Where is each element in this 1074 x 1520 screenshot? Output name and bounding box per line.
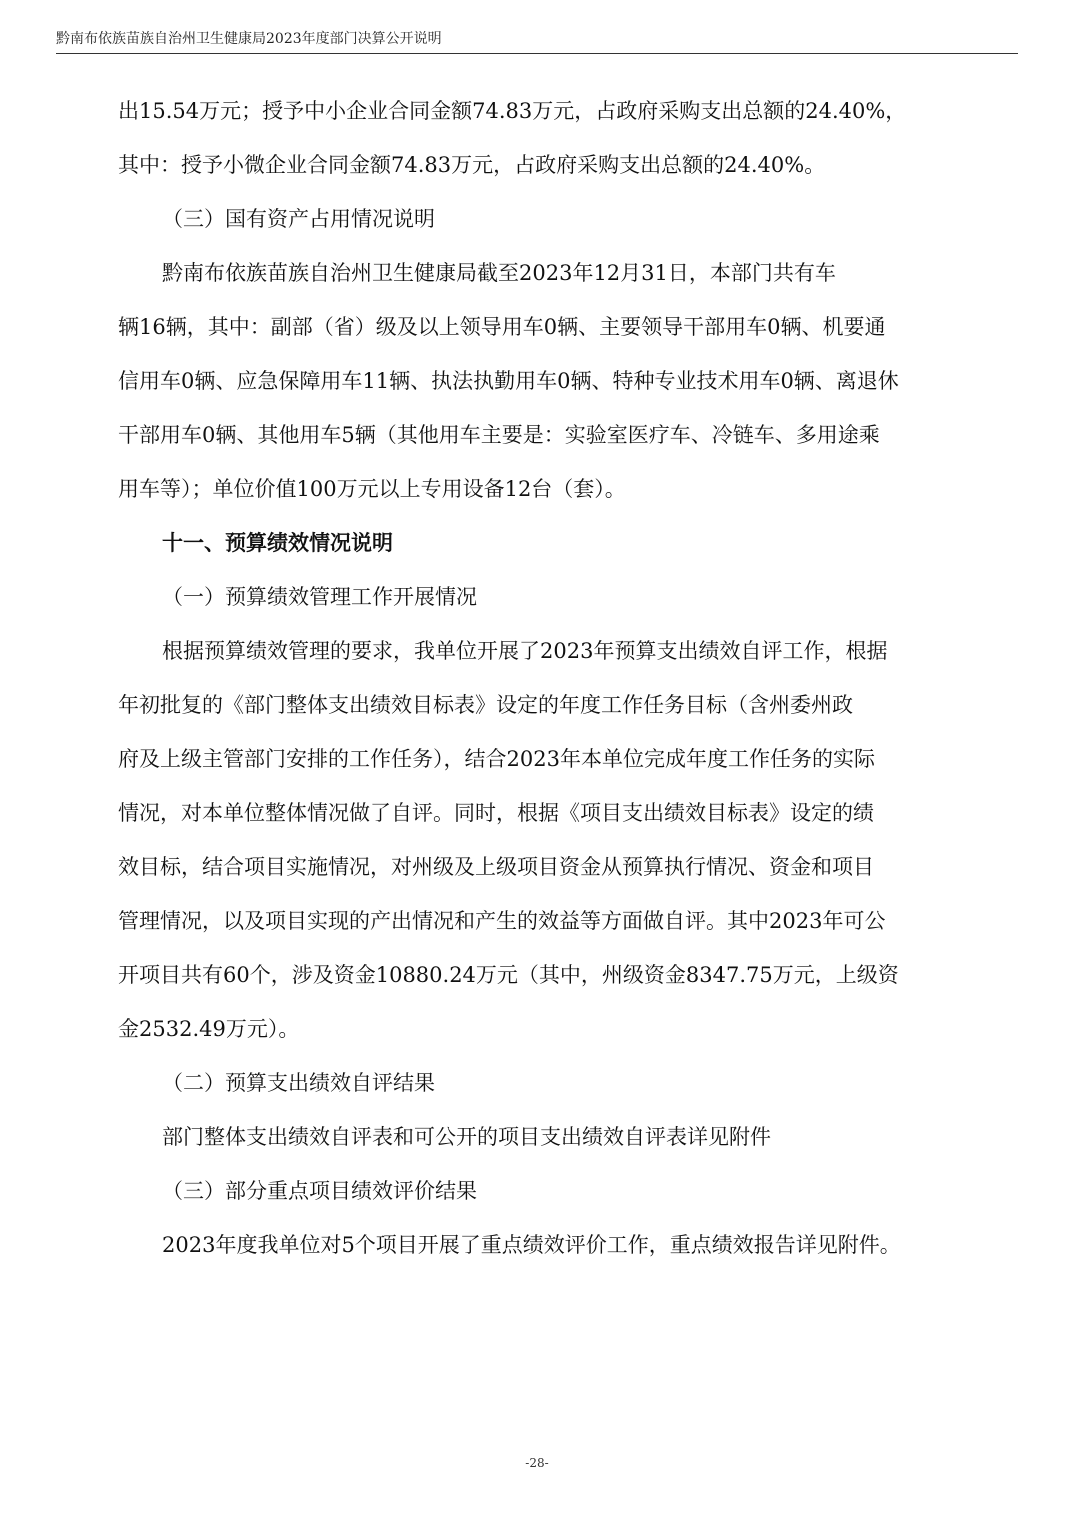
paragraph-line: 根据预算绩效管理的要求，我单位开展了2023年预算支出绩效自评工作，根据 (162, 639, 888, 663)
paragraph-line: 其中：授予小微企业合同金额74.83万元，占政府采购支出总额的24.40%。 (118, 153, 826, 177)
paragraph-line: 部门整体支出绩效自评表和可公开的项目支出绩效自评表详见附件 (162, 1125, 771, 1149)
paragraph-line: 信用车0辆、应急保障用车11辆、执法执勤用车0辆、特种专业技术用车0辆、离退休 (118, 369, 899, 393)
paragraph-line: 管理情况，以及项目实现的产出情况和产生的效益等方面做自评。其中2023年可公 (118, 909, 886, 933)
section-title-management: （一）预算绩效管理工作开展情况 (162, 585, 477, 609)
section-title-asset-usage: （三）国有资产占用情况说明 (162, 207, 435, 231)
page-number: -28- (525, 1456, 549, 1470)
header-divider (56, 53, 1018, 54)
section-title-self-evaluation: （二）预算支出绩效自评结果 (162, 1071, 435, 1095)
document-header: 黔南布依族苗族自治州卫生健康局2023年度部门决算公开说明 (56, 31, 442, 47)
paragraph-line: 2023年度我单位对5个项目开展了重点绩效评价工作，重点绩效报告详见附件。 (162, 1233, 901, 1257)
paragraph-line: 干部用车0辆、其他用车5辆（其他用车主要是：实验室医疗车、冷链车、多用途乘 (118, 423, 880, 447)
paragraph-line: 金2532.49万元）。 (118, 1017, 300, 1041)
paragraph-line: 用车等）；单位价值100万元以上专用设备12台（套）。 (118, 477, 626, 501)
paragraph-line: 情况，对本单位整体情况做了自评。同时，根据《项目支出绩效目标表》设定的绩 (118, 801, 874, 825)
paragraph-line: 出15.54万元；授予中小企业合同金额74.83万元，占政府采购支出总额的24.40%， (118, 99, 907, 123)
paragraph-line: 府及上级主管部门安排的工作任务），结合2023年本单位完成年度工作任务的实际 (118, 747, 875, 771)
paragraph-line: 黔南布依族苗族自治州卫生健康局截至2023年12月31日，本部门共有车 (162, 261, 836, 285)
paragraph-line: 开项目共有60个，涉及资金10880.24万元（其中，州级资金8347.75万元，上级资 (118, 963, 899, 987)
paragraph-line: 效目标，结合项目实施情况，对州级及上级项目资金从预算执行情况、资金和项目 (118, 855, 874, 879)
paragraph-line: 辆16辆，其中：副部（省）级及以上领导用车0辆、主要领导干部用车0辆、机要通 (118, 315, 886, 339)
document-body (118, 84, 958, 1272)
section-title-key-projects: （三）部分重点项目绩效评价结果 (162, 1179, 477, 1203)
paragraph-line: 年初批复的《部门整体支出绩效目标表》设定的年度工作任务目标（含州委州政 (118, 693, 853, 717)
chapter-title-performance: 十一、预算绩效情况说明 (162, 530, 393, 555)
